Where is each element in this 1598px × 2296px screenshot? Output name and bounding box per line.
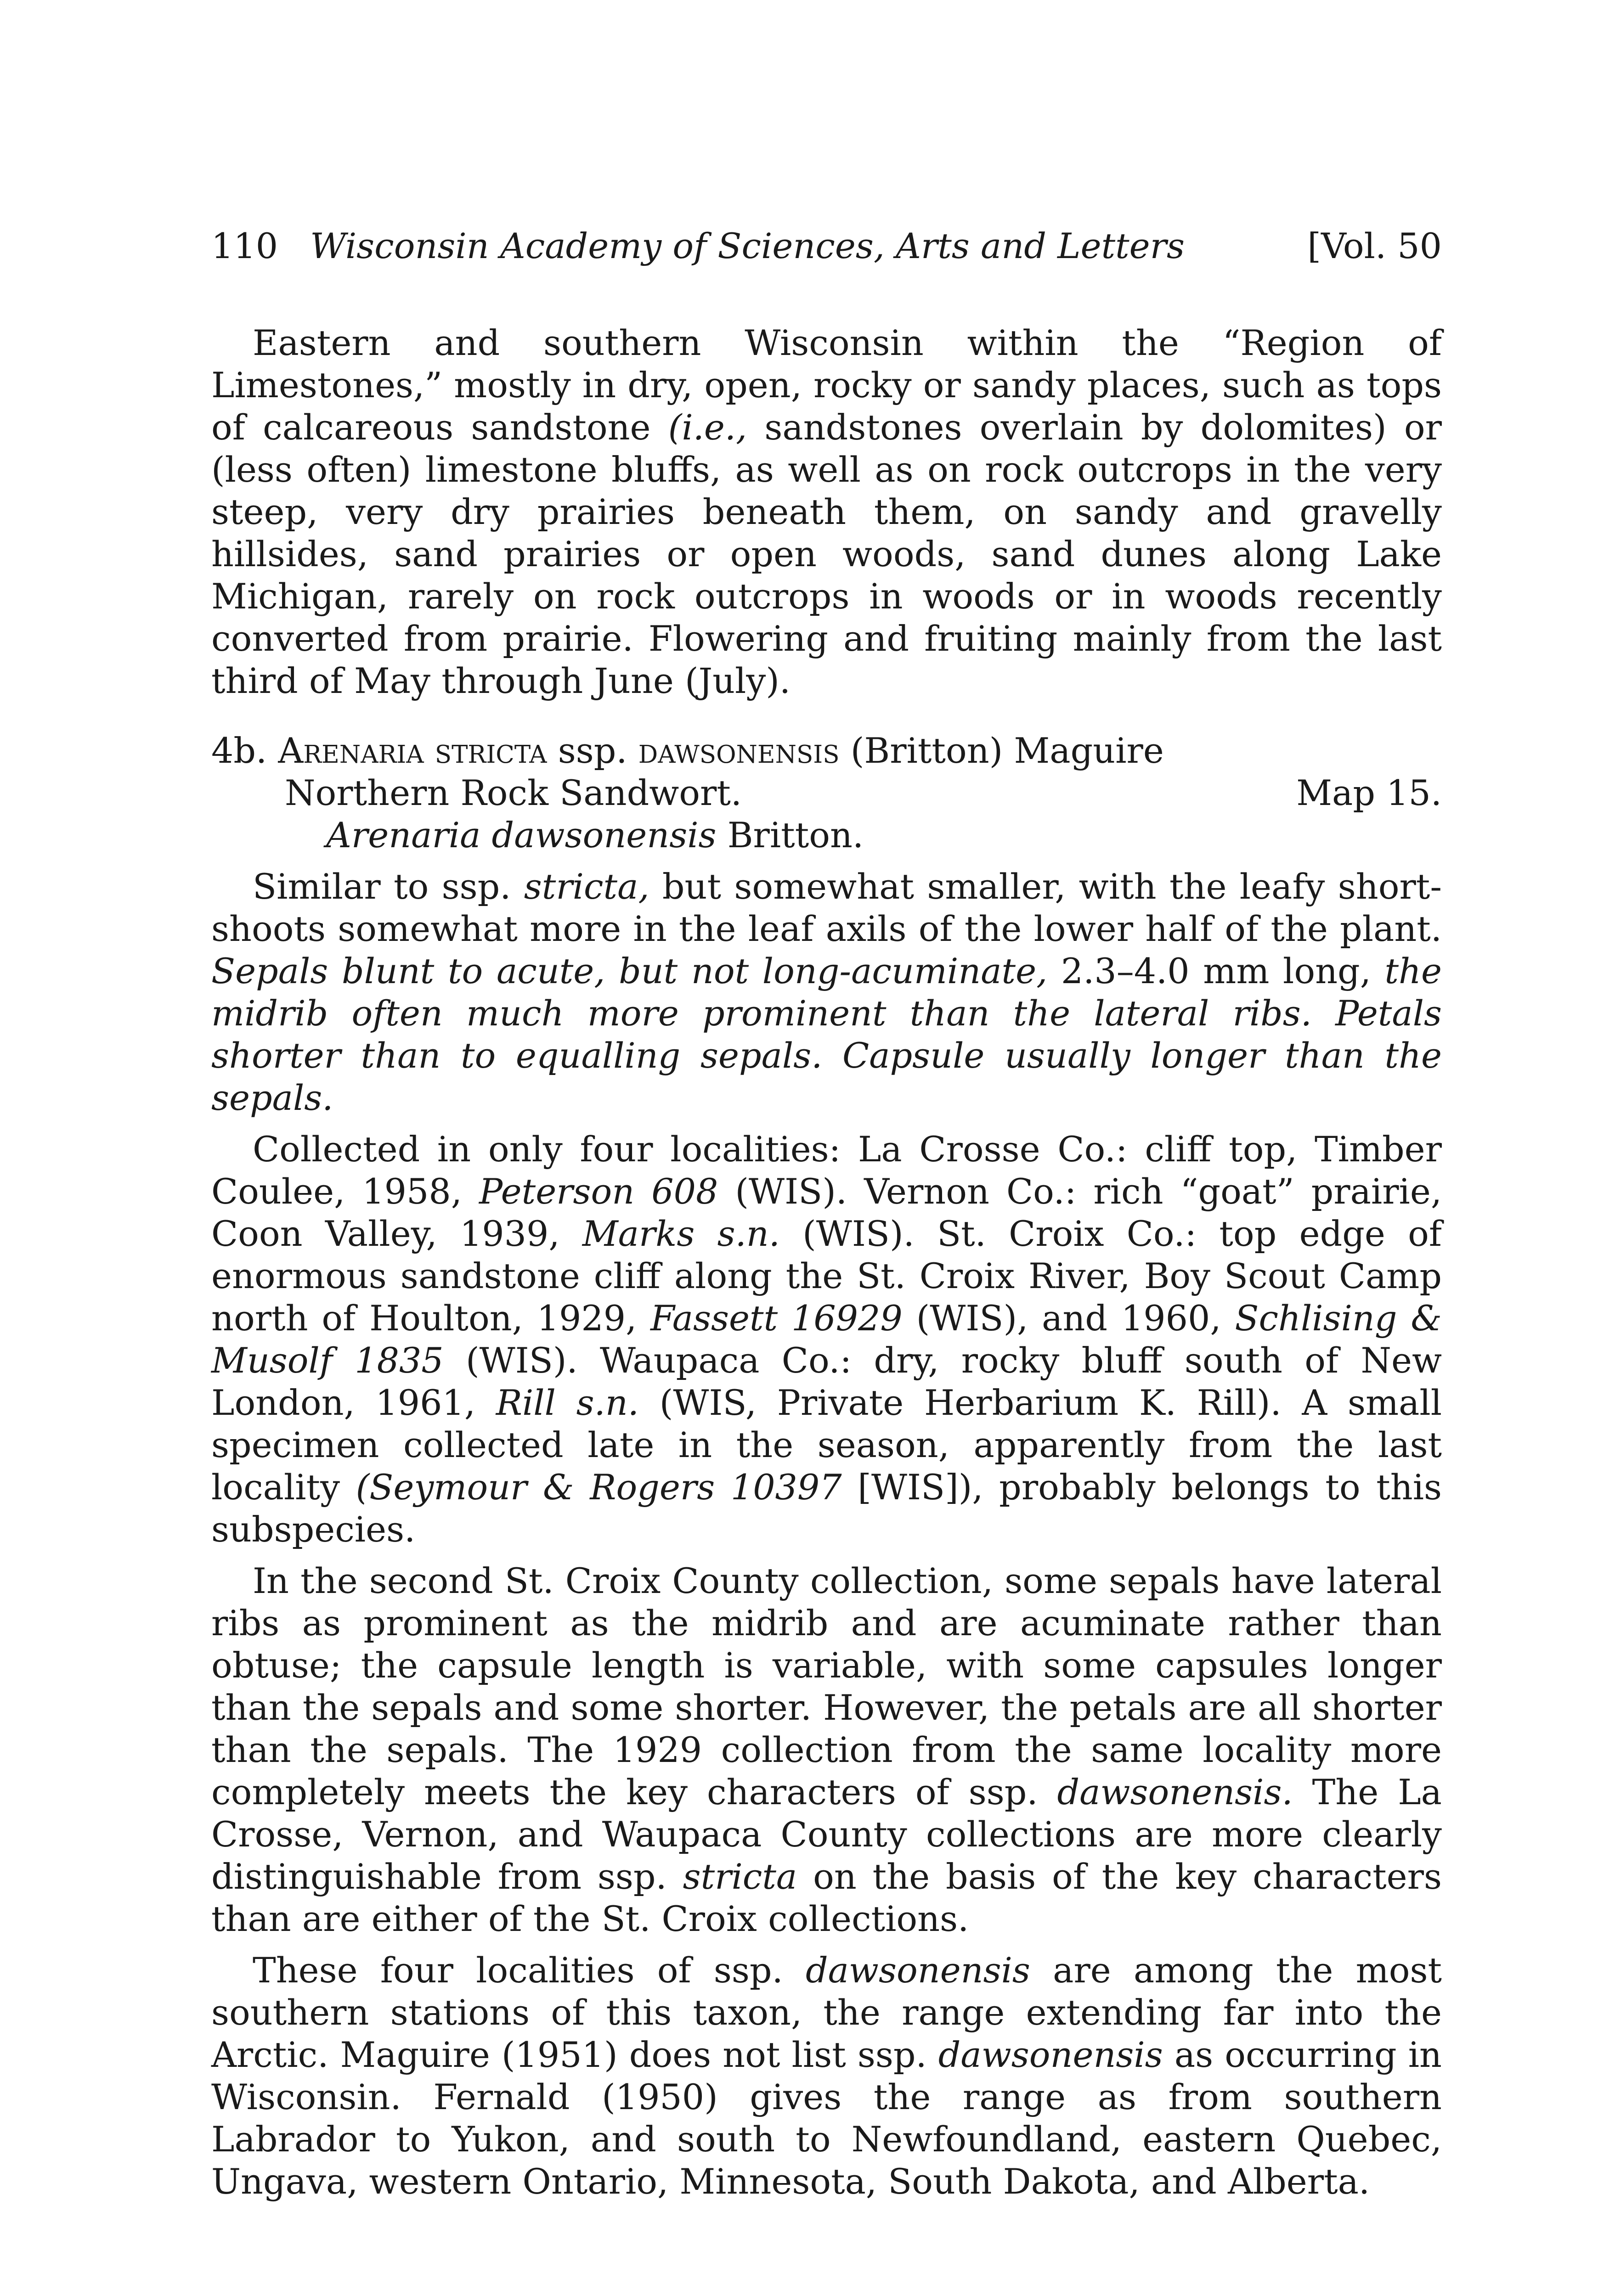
map-reference: Map 15. (1296, 772, 1442, 814)
collections-paragraph: Collected in only four localities: La Crosse Co.: cliff top, Timber Coulee, 1958, Peterson 608 (WIS). Vernon Co.: rich “goat” prairie, Coon Valley, 1939, Marks s.n. (WIS). St. Croix Co.: top edge of enormous sandstone cliff along the St. Croix River, Boy Scout Camp north of Houlton, 1929, Fassett 16929 (WIS), and 1960, Schlising & Musolf 1835 (WIS). Waupaca Co.: dry, rocky bluff south of New London, 1961, Rill s.n. (WIS, Private Herbarium K. Rill). A small specimen collected late in the season, apparently from the last locality (Seymour & Rogers 10397 [WIS]), probably belongs to this subspecies. (211, 1129, 1442, 1550)
journal-title: Wisconsin Academy of Sciences, Arts and Letters (310, 225, 1185, 266)
common-name: Northern Rock Sandwort. (285, 772, 742, 814)
running-header (211, 225, 1442, 267)
habitat-paragraph: Eastern and southern Wisconsin within the “Region of Limestones,” mostly in dry, open, rocky or sandy places, such as tops of calcareous sandstone (i.e., sandstones overlain by dolomites) or (less often) limestone bluffs, as well as on rock outcrops in the very steep, very dry prairies beneath them, on sandy and gravelly hillsides, sand prairies or open woods, sand dunes along Lake Michigan, rarely on rock outcrops in woods or in woods recently converted from prairie. Flowering and fruiting mainly from the last third of May through June (July). (211, 322, 1442, 702)
page-number: 110 (211, 225, 278, 266)
taxon-authority: (Britton) Maguire (850, 730, 1164, 771)
volume-label: [Vol. 50 (1307, 225, 1442, 266)
taxon-genus: Arenaria (278, 730, 424, 771)
discussion-paragraph: In the second St. Croix County collection, some sepals have lateral ribs as prominent as the midrib and are acuminate rather than obtuse; the capsule length is variable, with some capsules longer than the sepals and some shorter. However, the petals are all shorter than the sepals. The 1929 collection from the same locality more completely meets the key characters of ssp. dawsonensis. The La Crosse, Vernon, and Waupaca County collections are more clearly distinguishable from ssp. stricta on the basis of the key characters than are either of the St. Croix collections. (211, 1560, 1442, 1940)
taxon-heading (211, 730, 1442, 856)
taxon-subspecies: dawsonensis (638, 730, 840, 771)
synonym-author: Britton. (727, 815, 864, 856)
taxon-number: 4b. (211, 730, 267, 771)
ssp-label: ssp. (558, 730, 627, 771)
range-paragraph: These four localities of ssp. dawsonensis are among the most southern stations of this taxon, the range extending far into the Arctic. Maguire (1951) does not list ssp. dawsonensis as occurring in Wisconsin. Fernald (1950) gives the range as from southern Labrador to Yukon, and south to Newfoundland, eastern Quebec, Ungava, western Ontario, Minnesota, South Dakota, and Alberta. (211, 1950, 1442, 2202)
taxon-name-line (211, 730, 1442, 772)
description-paragraph: Similar to ssp. stricta, but somewhat smaller, with the leafy short-shoots somewhat more in the leaf axils of the lower half of the plant. Sepals blunt to acute, but not long-acuminate, 2.3–4.0 mm long, the midrib often much more prominent than the lateral ribs. Petals shorter than to equalling sepals. Capsule usually longer than the sepals. (211, 866, 1442, 1119)
common-name-line (211, 772, 1442, 814)
taxon-species: stricta (435, 730, 547, 771)
synonym-line (211, 814, 1442, 856)
synonym-name: Arenaria dawsonensis (326, 815, 717, 856)
